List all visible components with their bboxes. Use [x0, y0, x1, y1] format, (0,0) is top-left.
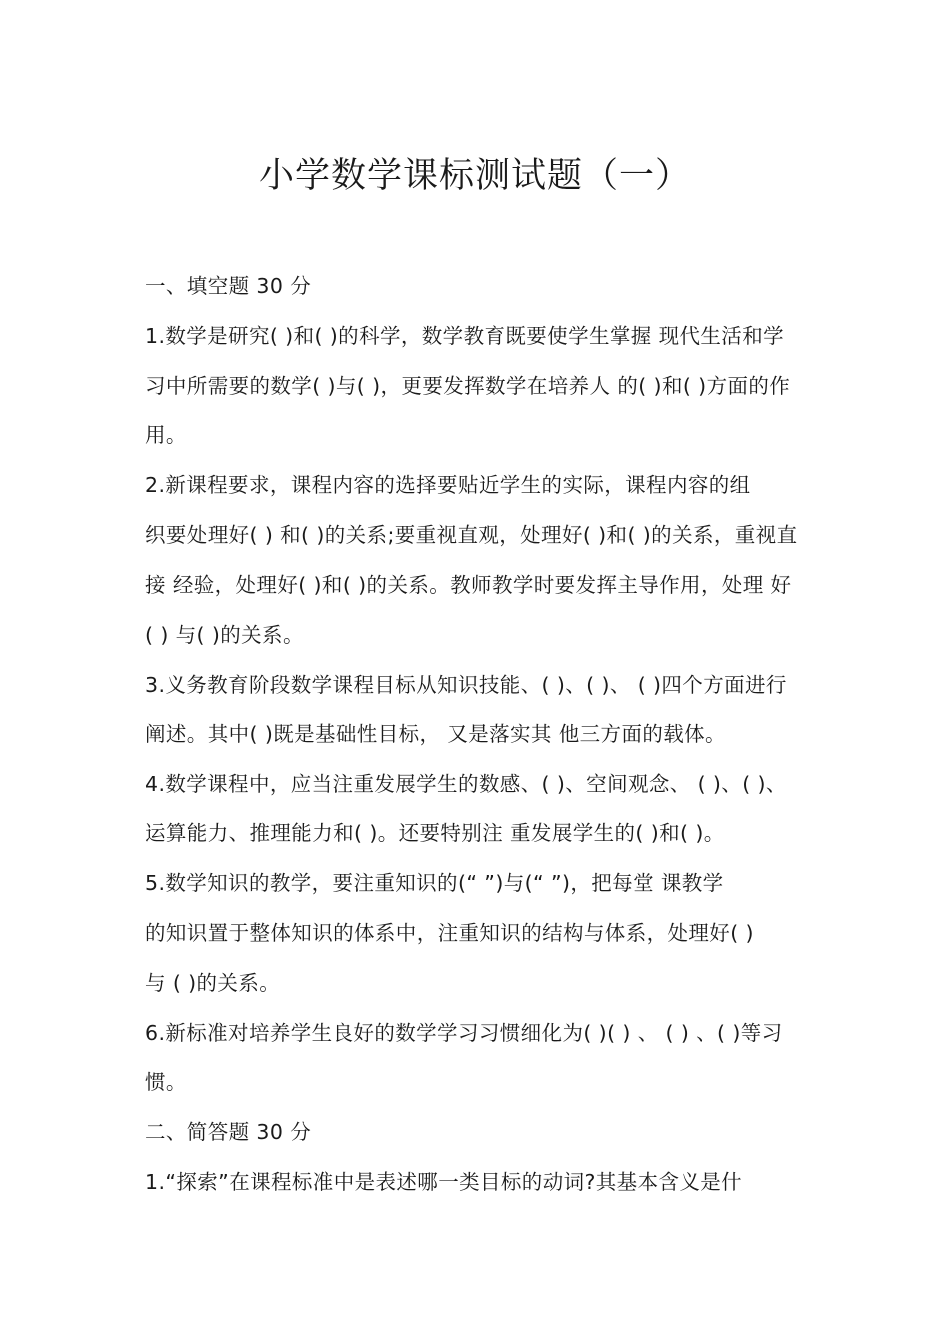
text-line: 的知识置于整体知识的体系中，注重知识的结构与体系，处理好( )	[145, 921, 754, 945]
text-line: 3.义务教育阶段数学课程目标从知识技能、( )、( )、 ( )四个方面进行	[145, 673, 787, 697]
text-line: 4.数学课程中，应当注重发展学生的数感、( )、空间观念、 ( )、( )、	[145, 772, 787, 796]
text-line: 6.新标准对培养学生良好的数学学习习惯细化为( )( ) 、 ( ) 、( )等习	[145, 1021, 783, 1045]
text-line: 2.新课程要求，课程内容的选择要贴近学生的实际，课程内容的组	[145, 473, 751, 497]
text-line: 接 经验，处理好( )和( )的关系。教师教学时要发挥主导作用，处理 好	[145, 573, 792, 597]
text-line: ( ) 与( )的关系。	[145, 623, 304, 647]
text-line: 运算能力、推理能力和( )。还要特别注 重发展学生的( )和( )。	[145, 821, 725, 845]
page-title: 小学数学课标测试题（一）	[258, 156, 691, 196]
text-line: 习中所需要的数学( )与( )，更要发挥数学在培养人 的( )和( )方面的作	[145, 374, 791, 398]
text-line: 与 ( )的关系。	[145, 971, 281, 995]
text-line: 阐述。其中( )既是基础性目标， 又是落实其 他三方面的载体。	[145, 722, 726, 746]
text-line: 5.数学知识的教学，要注重知识的(“ ”)与(“ ”)，把每堂 课教学	[145, 871, 724, 895]
text-line: 用。	[145, 423, 187, 447]
text-line: 1.数学是研究( )和( )的科学，数学教育既要使学生掌握 现代生活和学	[145, 324, 784, 348]
text-line: 1.“探索”在课程标准中是表述哪一类目标的动词?其基本含义是什	[145, 1170, 743, 1194]
section-heading-fill-blank: 一、填空题 30 分	[145, 274, 312, 298]
text-line: 织要处理好( ) 和( )的关系;要重视直观，处理好( )和( )的关系，重视直	[145, 523, 798, 547]
section-heading-short-answer: 二、简答题 30 分	[145, 1120, 312, 1144]
text-line: 惯。	[145, 1070, 187, 1094]
